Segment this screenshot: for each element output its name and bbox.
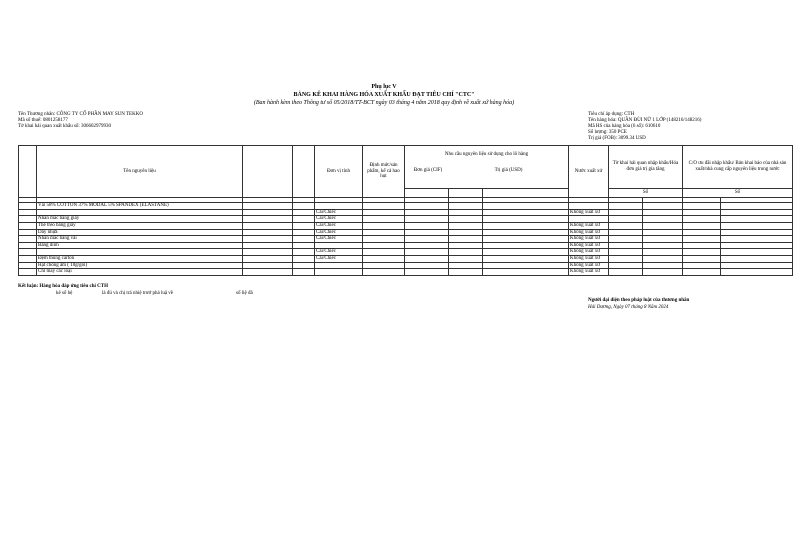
unit-cell <box>315 242 363 249</box>
origin-cell: Không xuất xứ <box>569 229 609 236</box>
col-value-usd: Trị giá (USD) <box>494 167 523 173</box>
col-norm: Định mức/sản phẩm, kể cả hao hụt <box>363 146 405 198</box>
material-cell <box>37 209 243 216</box>
col-import-decl: Tờ khai hải quan nhập khẩu/Hóa đơn giá trị gia tăng <box>609 146 683 189</box>
origin-cell <box>569 216 609 223</box>
origin-cell: Không xuất xứ <box>569 222 609 229</box>
merchant-name: Tên Thương nhân: CÔNG TY CỔ PHẦN MAY SUN TEKKO <box>18 112 143 117</box>
goods-quantity: Số lượng: 350 PCE <box>588 130 627 135</box>
origin-cell: Không xuất xứ <box>569 209 609 216</box>
material-cell: Nhãn mác bằng vải <box>37 236 243 243</box>
unit-cell: Cái/Chiếc <box>315 216 363 223</box>
sign-date: Hải Dương, Ngày 07 tháng 8 Năm 2024 <box>588 305 669 310</box>
table-row <box>19 269 793 276</box>
unit-cell: Cái/Chiếc <box>315 209 363 216</box>
merchant-customs: Tờ khai hải quan xuất khẩu số: 306602979930 <box>18 124 112 129</box>
table-row <box>19 236 793 243</box>
unit-cell: Cái/Chiếc <box>315 229 363 236</box>
unit-cell: Cái/Chiếc <box>315 249 363 256</box>
table-row <box>19 255 793 262</box>
col-unit-price: Đơn giá (CIF) <box>413 167 443 173</box>
unit-cell: Cái/Chiếc <box>315 236 363 243</box>
goods-criteria: Tiêu chí áp dụng: CTH <box>588 112 635 117</box>
unit-cell: Cái/Chiếc <box>315 222 363 229</box>
col-co: C/O ưu đãi nhập khẩu/ Bản khai báo của nhà sản xuất/nhà cung cấp nguyên liệu trong nước <box>683 146 793 189</box>
col-co-number: Số <box>683 189 793 198</box>
document-title: BẢNG KÊ KHAI HÀNG HÓA XUẤT KHẨU ĐẠT TIÊU CHÍ "CTC" <box>293 92 475 98</box>
table-row <box>19 249 793 256</box>
note-fragment-3: số liệ đã <box>236 291 253 296</box>
conclusion: Kết luận: Hàng hóa đáp ứng tiêu chí CTH <box>18 284 108 289</box>
note-fragment-2: là đú và chị trá nhiệ trướ phá luậ về <box>102 291 174 296</box>
origin-cell: Không xuất xứ <box>569 242 609 249</box>
material-cell <box>37 249 243 256</box>
table-row <box>19 229 793 236</box>
table-row <box>19 216 793 223</box>
unit-cell: Cái/Chiếc <box>315 255 363 262</box>
table-row <box>19 209 793 216</box>
appendix-label: Phụ lục V <box>371 84 397 90</box>
goods-hs: Mã HS của hàng hóa (6 số): 610610 <box>588 124 661 129</box>
document-subtitle: (Ban hành kèm theo Thông tư số 05/2018/TT-BCT ngày 03 tháng 4 năm 2018 quy định về xuất xứ hàng hóa) <box>253 100 515 106</box>
material-cell: Thẻ treo bằng giấy <box>37 222 243 229</box>
material-cell: Dây nhựa <box>37 229 243 236</box>
table-row <box>19 203 793 210</box>
material-cell: Vải 58% COTTON 37% MODAL 5% SPANDEX (ELASTANE) <box>37 203 243 210</box>
table-row <box>19 222 793 229</box>
note-fragment-1: kê số hệ <box>56 291 73 296</box>
material-cell: Hạt chống ẩm ( 10g/gói) <box>37 262 243 269</box>
origin-cell: Không xuất xứ <box>569 262 609 269</box>
material-cell: Nhãn mác bằng giấy <box>37 216 243 223</box>
table-row <box>19 262 793 269</box>
goods-name: Tên hàng hóa: QUẦN ĐÙI NỮ 1 LỚP (148216/148216) <box>588 118 702 123</box>
col-unit: Đơn vị tính <box>315 146 363 198</box>
origin-cell: Không xuất xứ <box>569 269 609 276</box>
unit-cell <box>315 203 363 210</box>
origin-cell: Không xuất xứ <box>569 236 609 243</box>
goods-value: Trị giá (FOB): 3099.34 USD <box>588 136 646 141</box>
unit-cell <box>315 262 363 269</box>
representative-label: Người đại diện theo pháp luật của thương nhân <box>588 298 690 303</box>
merchant-tax: Mã số thuế: 0801258177 <box>18 118 68 123</box>
col-usage: Nhu cầu nguyên liệu sử dụng cho lô hàng Đơn giá (CIF) Trị giá (USD) <box>405 146 569 189</box>
materials-table <box>18 145 793 276</box>
col-origin: Nước xuất xứ <box>569 146 609 198</box>
table-header-row <box>19 146 793 189</box>
unit-cell <box>315 269 363 276</box>
col-decl-number: Số <box>609 189 683 198</box>
origin-cell <box>569 203 609 210</box>
material-cell: Chỉ may các loại <box>37 269 243 276</box>
table-row <box>19 242 793 249</box>
origin-cell: Không xuất xứ <box>569 255 609 262</box>
origin-cell: Không xuất xứ <box>569 249 609 256</box>
col-material: Tên nguyên liệu <box>37 146 243 198</box>
material-cell: Băng dính <box>37 242 243 249</box>
material-cell: Đệm thùng carton <box>37 255 243 262</box>
